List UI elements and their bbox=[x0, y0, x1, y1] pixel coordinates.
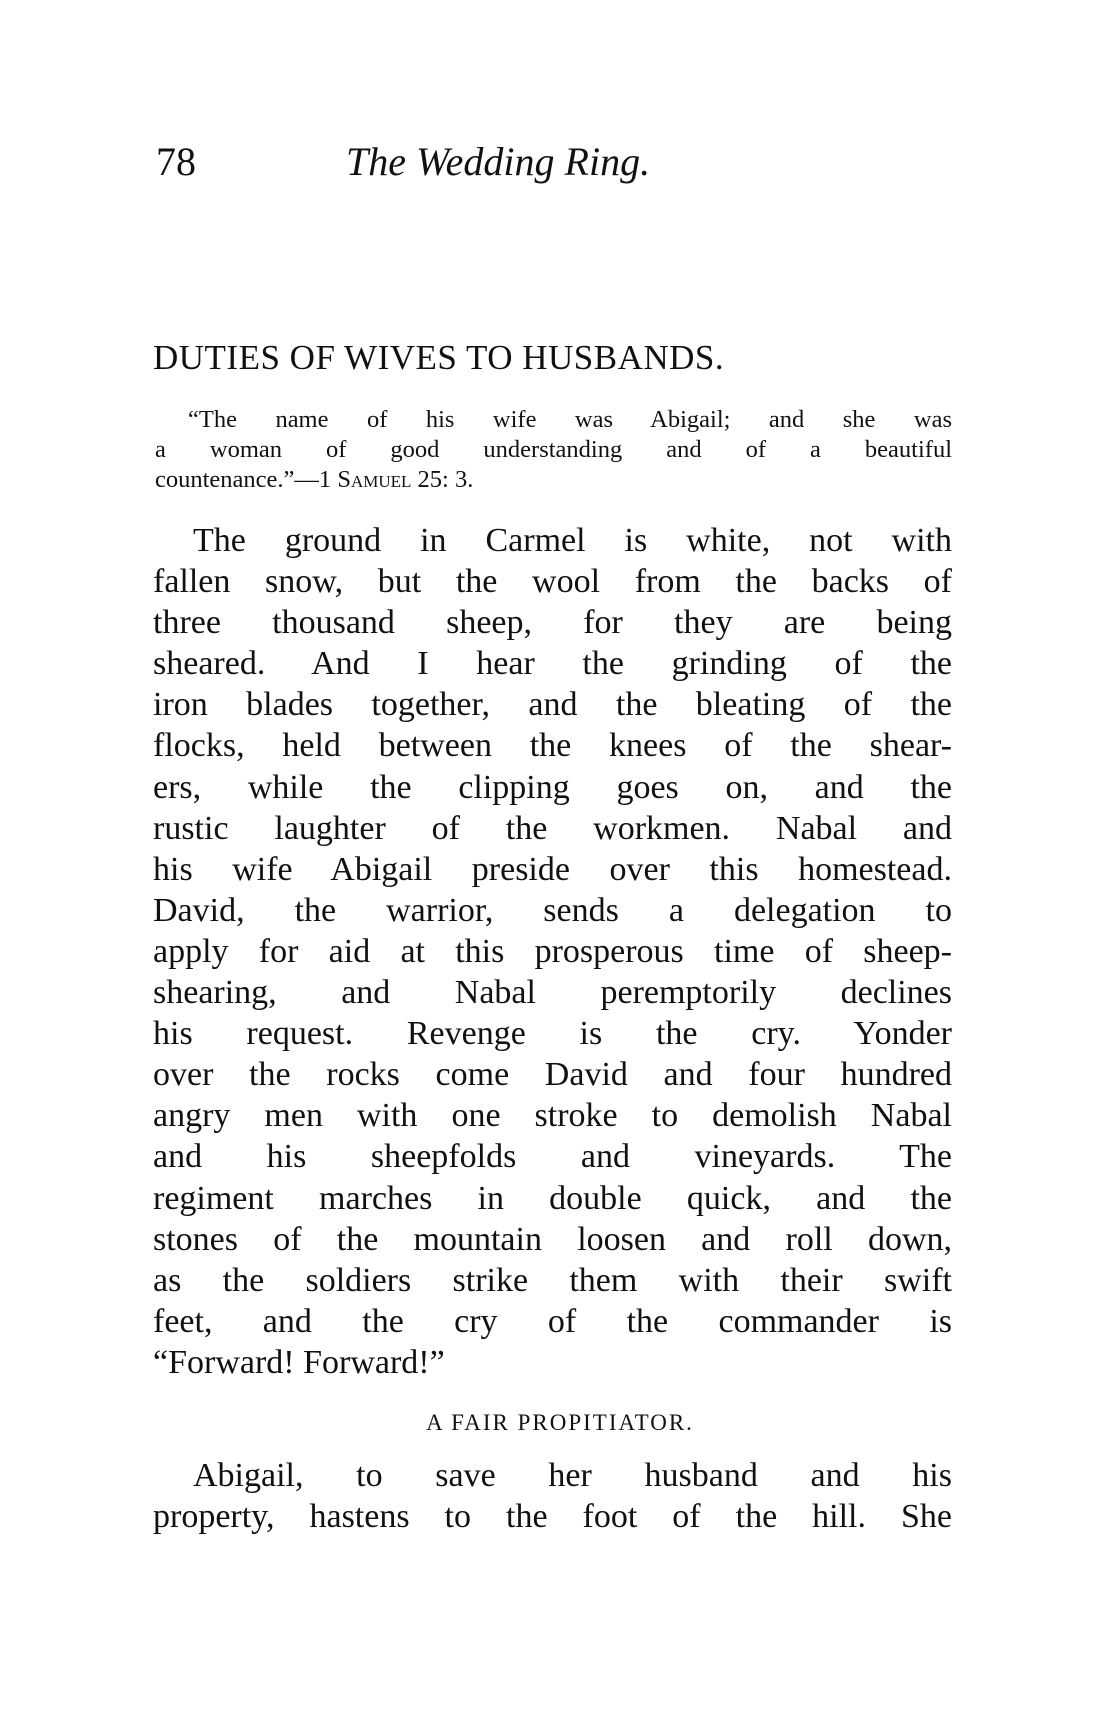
text-line: apply for aid at this prosperous time of sheep- bbox=[153, 932, 952, 970]
epigraph bbox=[155, 405, 952, 495]
section-heading: A FAIR PROPITIATOR. bbox=[426, 1410, 694, 1435]
text-line: his request. Revenge is the cry. Yonder bbox=[153, 1015, 952, 1053]
citation-book: Samuel bbox=[337, 466, 412, 493]
text-line: David, the warrior, sends a delegation to bbox=[153, 891, 952, 929]
text-line: and his sheepfolds and vineyards. The bbox=[153, 1138, 952, 1176]
text-line: regiment marches in double quick, and the bbox=[153, 1179, 952, 1217]
text-line: property, hastens to the foot of the hill. She bbox=[153, 1498, 952, 1535]
body-paragraph-continued bbox=[153, 1455, 952, 1537]
text-line: fallen snow, but the wool from the backs of bbox=[153, 563, 952, 601]
text-line: his wife Abigail preside over this homestead. bbox=[153, 850, 952, 888]
text-line: sheared. And I hear the grinding of the bbox=[153, 645, 952, 683]
text-line: iron blades together, and the bleating of the bbox=[153, 686, 952, 724]
text-line: shearing, and Nabal peremptorily declines bbox=[153, 974, 952, 1012]
text-line: rustic laughter of the workmen. Nabal and bbox=[153, 809, 952, 847]
page-number: 78 bbox=[156, 139, 196, 184]
text-line: “Forward! Forward!” bbox=[153, 1343, 445, 1381]
epigraph-line-citation bbox=[155, 465, 952, 495]
text-line: over the rocks come David and four hundred bbox=[153, 1056, 952, 1094]
text-line: Abigail, to save her husband and his bbox=[193, 1457, 952, 1494]
citation-reference: 25: 3. bbox=[411, 466, 474, 493]
text-line: ers, while the clipping goes on, and the bbox=[153, 768, 952, 806]
text-line: angry men with one stroke to demolish Nabal bbox=[153, 1097, 952, 1135]
epigraph-line: countenance.”—1 bbox=[155, 466, 338, 493]
text-line: The ground in Carmel is white, not with bbox=[193, 522, 952, 559]
text-line: stones of the mountain loosen and roll down, bbox=[153, 1220, 952, 1258]
epigraph-line: a woman of good understanding and of a beautiful bbox=[155, 436, 952, 463]
running-title: The Wedding Ring. bbox=[346, 139, 651, 184]
epigraph-line: “The name of his wife was Abigail; and she was bbox=[188, 406, 952, 433]
text-line: as the soldiers strike them with their swift bbox=[153, 1261, 952, 1299]
text-line: three thousand sheep, for they are being bbox=[153, 604, 952, 642]
text-line: flocks, held between the knees of the shear- bbox=[153, 727, 952, 765]
body-paragraph bbox=[153, 520, 952, 1383]
text-line: feet, and the cry of the commander is bbox=[153, 1302, 952, 1340]
chapter-heading: DUTIES OF WIVES TO HUSBANDS. bbox=[153, 338, 725, 377]
